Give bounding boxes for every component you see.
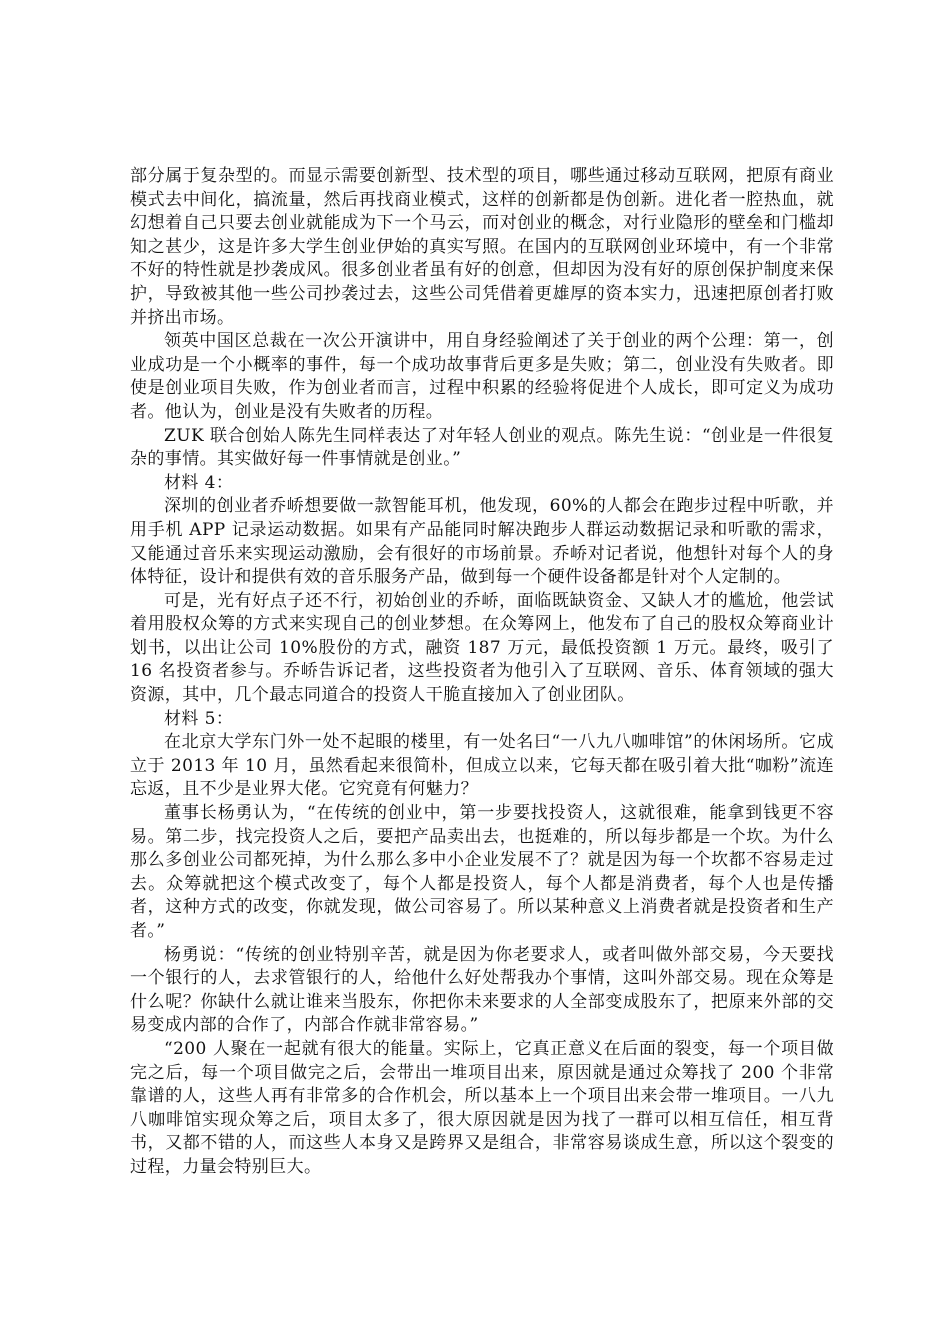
paragraph-5: 可是，光有好点子还不行，初始创业的乔峤，面临既缺资金、又缺人才的尴尬，他尝试着用股权众筹的方式来实现自己的创业梦想。在众筹网上，他发布了自己的股权众筹商业计划书，以出让公司 10%股份的方式，融资 187 万元，最低投资额 1 万元。最终，吸引了 16 名投资者参与。乔峤告诉记者，这些投资者为他引入了互联网、音乐、体育领域的强大资源，其中，几个最志同道合的投资人干脆直接加入了创业团队。 [130,590,834,706]
paragraph-4: 深圳的创业者乔峤想要做一款智能耳机，他发现，60%的人都会在跑步过程中听歌，并用手机 APP 记录运动数据。如果有产品能同时解决跑步人群运动数据记录和听歌的需求，又能通过音乐来实现运动激励，会有很好的市场前景。乔峤对记者说，他想针对每个人的身体特征，设计和提供有效的音乐服务产品，做到每一个硬件设备都是针对个人定制的。 [130,496,834,588]
material-5-heading: 材料 5： [164,708,234,729]
paragraph-7: 董事长杨勇认为，“在传统的创业中，第一步要找投资人，这就很难，能拿到钱更不容易。第二步，找完投资人之后，要把产品卖出去，也挺难的，所以每步都是一个坎。为什么那么多创业公司都死掉，为什么那么多中小企业发展不了？就是因为每一个坎都不容易走过去。众筹就把这个模式改变了，每个人都是投资人，每个人都是消费者，每个人也是传播者，这种方式的改变，你就发现，做公司容易了。所以某种意义上消费者就是投资者和生产者。” [130,803,834,941]
paragraph-2: 领英中国区总裁在一次公开演讲中，用自身经验阐述了关于创业的两个公理：第一，创业成功是一个小概率的事件，每一个成功故事背后更多是失败；第二，创业没有失败者。即使是创业项目失败，作为创业者而言，过程中积累的经验将促进个人成长，即可定义为成功者。他认为，创业是没有失败者的历程。 [130,331,834,422]
paragraph-1: 部分属于复杂型的。而显示需要创新型、技术型的项目，哪些通过移动互联网，把原有商业模式去中间化，搞流量，然后再找商业模式，这样的创新都是伪创新。进化者一腔热血，就幻想着自己只要去创业就能成为下一个马云，而对创业的概念，对行业隐形的壁垒和门槛却知之甚少，这是许多大学生创业伊始的真实写照。在国内的互联网创业环境中，有一个非常不好的特性就是抄袭成风。很多创业者虽有好的创意，但却因为没有好的原创保护制度来保护，导致被其他一些公司抄袭过去，这些公司凭借着更雄厚的资本实力，迅速把原创者打败并挤出市场。 [130,166,834,328]
paragraph-9: “200 人聚在一起就有很大的能量。实际上，它真正意义在后面的裂变，每一个项目做完之后，每一个项目做完之后，会带出一堆项目出来，原因就是通过众筹找了 200 个非常靠谱的人，这些人再有非常多的合作机会，所以基本上一个项目出来会带一堆项目。一八九八咖啡馆实现众筹之后，项目太多了，很大原因就是因为找了一群可以相互信任，相互背书，又都不错的人，而这些人本身又是跨界又是组合，非常容易谈成生意，所以这个裂变的过程，力量会特别巨大。 [130,1038,834,1177]
paragraph-8: 杨勇说：“传统的创业特别辛苦，就是因为你老要求人，或者叫做外部交易，今天要找一个银行的人，去求管银行的人，给他什么好处帮我办个事情，这叫外部交易。现在众筹是什么呢？你缺什么就让谁来当股东，你把你未来要求的人全部变成股东了，把原来外部的交易变成内部的合作了，内部合作就非常容易。” [130,944,834,1036]
paragraph-3: ZUK 联合创始人陈先生同样表达了对年轻人创业的观点。陈先生说：“创业是一件很复杂的事情。其实做好每一件事情就是创业。” [130,425,834,470]
document-page [130,165,834,1180]
paragraph-6: 在北京大学东门外一处不起眼的楼里，有一处名曰“一八九八咖啡馆”的休闲场所。它成立于 2013 年 10 月，虽然看起来很简朴，但成立以来，它每天都在吸引着大批“咖粉”流连忘返，且不少是业界大佬。它究竟有何魅力？ [130,732,834,800]
material-4-heading: 材料 4： [164,472,234,493]
